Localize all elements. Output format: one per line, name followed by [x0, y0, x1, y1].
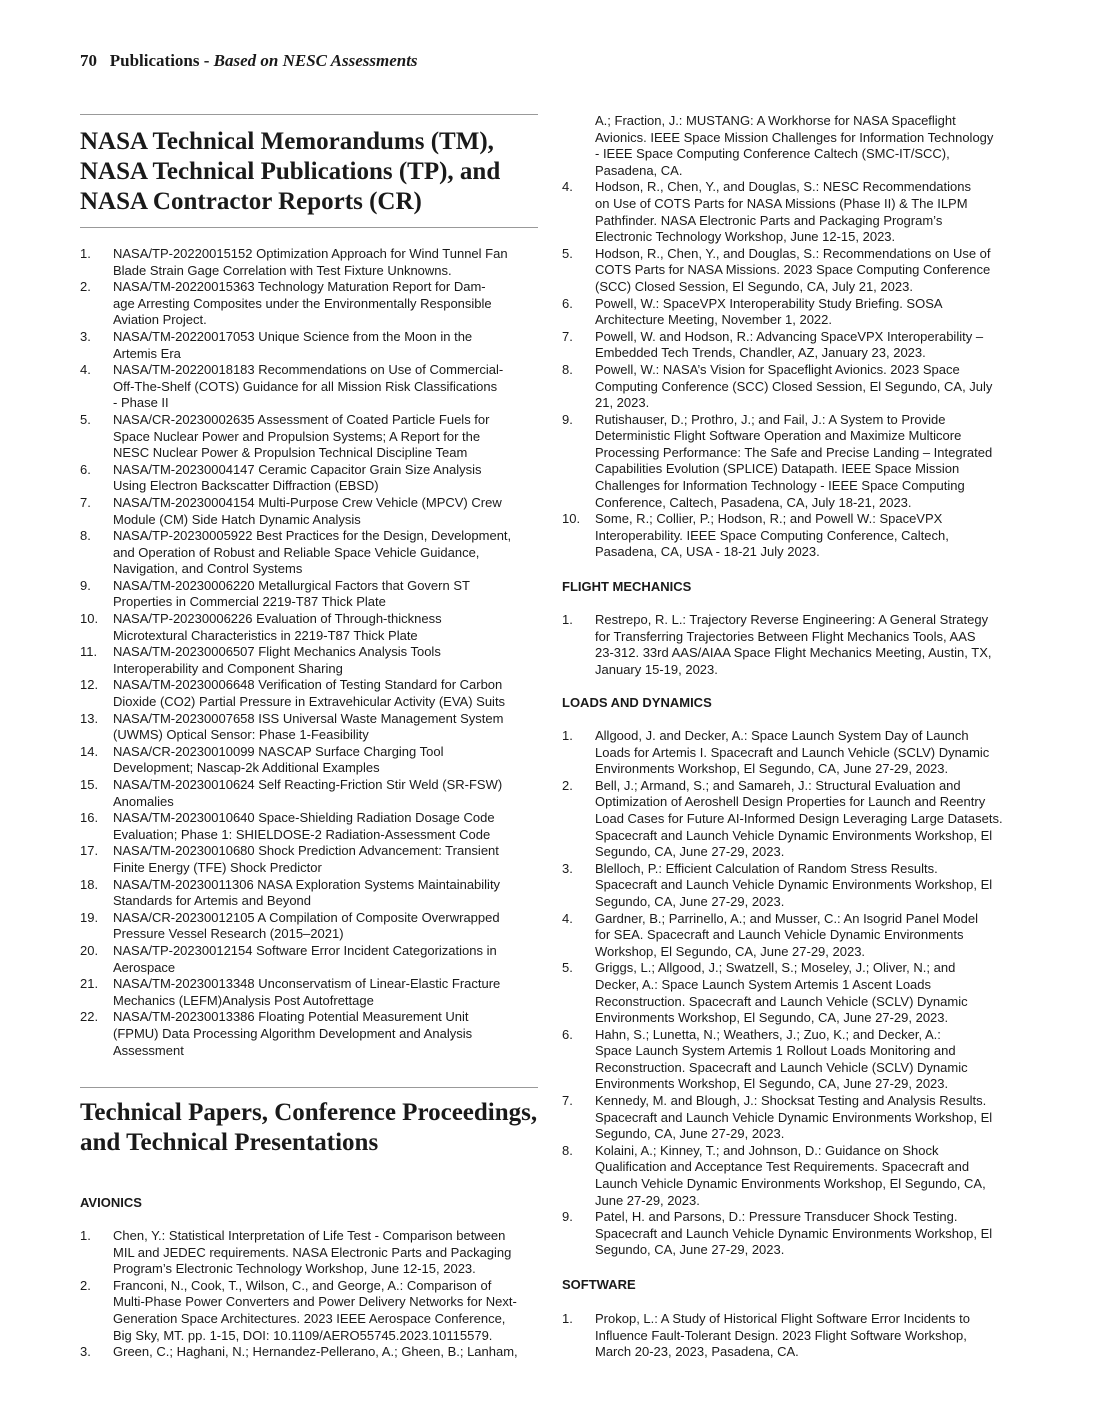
avionics-list-right [562, 113, 1032, 561]
reference-item [80, 279, 550, 329]
reference-item [80, 843, 550, 876]
reference-number: 6. [562, 1026, 573, 1042]
reference-line: COTS Parts for NASA Missions. 2023 Space Computing Conference [595, 262, 991, 278]
reference-item [80, 877, 550, 910]
reference-line: Kennedy, M. and Blough, J.: Shocksat Testing and Analysis Results. [595, 1093, 987, 1109]
reference-number: 7. [80, 494, 91, 510]
reference-line: Segundo, CA, June 27-29, 2023. [595, 1126, 785, 1142]
reference-line: Navigation, and Control Systems [113, 561, 303, 577]
reference-item [562, 1209, 1032, 1259]
reference-line: NASA/TM-20230007658 ISS Universal Waste Management System [113, 710, 504, 726]
reference-line: Restrepo, R. L.: Trajectory Reverse Engineering: A General Strategy [595, 612, 989, 627]
reference-line: Spacecraft and Launch Vehicle Dynamic Environments Workshop, El [595, 1225, 993, 1241]
reference-line: Prokop, L.: A Study of Historical Flight Software Error Incidents to [595, 1311, 971, 1326]
reference-number: 1. [562, 1311, 573, 1326]
page-number: 70 [80, 51, 97, 70]
loads-dynamics-list [562, 728, 1032, 1259]
reference-line: Optimization of Aeroshell Design Properties for Launch and Reentry [595, 794, 986, 810]
reference-item [80, 1228, 550, 1278]
reference-line: NASA/TM-20230010640 Space-Shielding Radiation Dosage Code [113, 810, 495, 826]
reference-line: Assessment [113, 1042, 184, 1058]
tm-section-title [80, 127, 550, 217]
reference-line: Gardner, B.; Parrinello, A.; and Musser, C.: An Isogrid Panel Model [595, 910, 978, 926]
reference-line: NASA/TP-20230005922 Best Practices for the Design, Development, [113, 528, 512, 544]
reference-line: Pasadena, CA, USA - 18-21 July 2023. [595, 544, 820, 560]
reference-number: 2. [562, 777, 573, 793]
reference-line: NASA/TM-20230006507 Flight Mechanics Analysis Tools [113, 644, 441, 660]
reference-line: Workshop, El Segundo, CA, June 27-29, 2023. [595, 943, 866, 959]
reference-number: 1. [80, 246, 91, 261]
reference-line: NASA/TM-20220015363 Technology Maturation Report for Dam- [113, 279, 486, 295]
reference-line: Avionics. IEEE Space Mission Challenges for Information Technology [595, 129, 994, 145]
reference-item [562, 960, 1032, 1026]
reference-number: 5. [80, 411, 91, 427]
reference-item [80, 246, 550, 279]
reference-item [80, 412, 550, 462]
reference-line: Dioxide (CO2) Partial Pressure in Extravehicular Activity (EVA) Suits [113, 694, 506, 710]
reference-line: Challenges for Information Technology - IEEE Space Computing [595, 478, 965, 494]
reference-item [80, 578, 550, 611]
reference-number: 11. [80, 644, 98, 660]
reference-line: NASA/TM-20220018183 Recommendations on Use of Commercial- [113, 362, 504, 378]
reference-item [80, 1009, 550, 1059]
reference-line: Some, R.; Collier, P.; Hodson, R.; and Powell W.: SpaceVPX [595, 511, 943, 527]
reference-line: for Transferring Trajectories Between Flight Mechanics Tools, AAS [595, 628, 976, 644]
reference-line: Reconstruction. Spacecraft and Launch Vehicle (SCLV) Dynamic [595, 1059, 968, 1075]
reference-line: Blelloch, P.: Efficient Calculation of Random Stress Results. [595, 860, 938, 876]
reference-line: NASA/TP-20230012154 Software Error Incident Categorizations in [113, 942, 497, 958]
reference-line: Finite Energy (TFE) Shock Predictor [113, 859, 322, 875]
reference-number: 1. [80, 1228, 91, 1243]
reference-line: Space Launch System Artemis 1 Rollout Loads Monitoring and [595, 1043, 956, 1059]
reference-item [80, 976, 550, 1009]
reference-line: NASA/TM-20230006648 Verification of Testing Standard for Carbon [113, 677, 503, 693]
reference-line: Environments Workshop, El Segundo, CA, June 27-29, 2023. [595, 761, 949, 777]
reference-item [562, 511, 1032, 561]
reference-line: NASA/CR-20230010099 NASCAP Surface Charging Tool [113, 743, 444, 759]
reference-line: Electronic Technology Workshop, June 12-15, 2023. [595, 229, 896, 245]
software-heading: SOFTWARE [562, 1277, 636, 1292]
tm-reference-list [80, 246, 550, 1059]
reference-line: Chen, Y.: Statistical Interpretation of Life Test - Comparison between [113, 1228, 506, 1243]
reference-line: Spacecraft and Launch Vehicle Dynamic Environments Workshop, El [595, 877, 993, 893]
reference-line: Interoperability and Component Sharing [113, 660, 343, 676]
reference-number: 8. [80, 528, 91, 544]
reference-line: NESC Nuclear Power & Propulsion Technical Discipline Team [113, 445, 468, 461]
reference-item [80, 810, 550, 843]
tm-title-line: NASA Technical Publications (TP), and [80, 158, 501, 185]
reference-item [80, 611, 550, 644]
reference-number: 3. [562, 860, 573, 876]
reference-number: 7. [562, 328, 573, 344]
reference-number: 8. [562, 1142, 573, 1158]
reference-item [562, 179, 1032, 245]
reference-line: Using Electron Backscatter Diffraction (EBSD) [113, 478, 379, 494]
reference-number: 3. [80, 328, 91, 344]
reference-line: Patel, H. and Parsons, D.: Pressure Transducer Shock Testing. [595, 1209, 958, 1225]
reference-line: Interoperability. IEEE Space Computing Conference, Caltech, [595, 527, 949, 543]
divider-top-left [80, 114, 538, 115]
reference-item [80, 644, 550, 677]
reference-number: 4. [80, 362, 91, 378]
reference-item [80, 362, 550, 412]
reference-number: 14. [80, 743, 99, 759]
reference-line: Loads for Artemis I. Spacecraft and Launch Vehicle (SCLV) Dynamic [595, 744, 990, 760]
reference-number: 16. [80, 810, 99, 826]
reference-line: Architecture Meeting, November 1, 2022. [595, 312, 833, 328]
reference-line: A.; Fraction, J.: MUSTANG: A Workhorse for NASA Spaceflight [595, 113, 956, 128]
tm-title-line: NASA Contractor Reports (CR) [80, 188, 422, 215]
reference-line: NASA/TM-20230006220 Metallurgical Factors that Govern ST [113, 577, 470, 593]
reference-line: Launch Vehicle Dynamic Environments Workshop, El Segundo, CA, [595, 1176, 986, 1192]
reference-number: 6. [562, 295, 573, 311]
reference-line: Microtextural Characteristics in 2219-T87 Thick Plate [113, 627, 418, 643]
reference-line: NASA/TM-20230004154 Multi-Purpose Crew Vehicle (MPCV) Crew [113, 494, 502, 510]
reference-line: Big Sky, MT. pp. 1-15, DOI: 10.1109/AERO55745.2023.10115579. [113, 1327, 493, 1343]
reference-line: on Use of COTS Parts for NASA Missions (Phase II) & The ILPM [595, 195, 968, 211]
reference-item [80, 943, 550, 976]
reference-line: Hodson, R., Chen, Y., and Douglas, S.: NESC Recommendations [595, 179, 971, 195]
reference-item [562, 612, 1032, 678]
reference-number: 8. [562, 361, 573, 377]
reference-line: Environments Workshop, El Segundo, CA, June 27-29, 2023. [595, 1010, 949, 1026]
reference-line: NASA/CR-20230002635 Assessment of Coated Particle Fuels for [113, 411, 490, 427]
loads-dynamics-heading: LOADS AND DYNAMICS [562, 695, 712, 710]
reference-item [562, 861, 1032, 911]
reference-line: 23-312. 33rd AAS/AIAA Space Flight Mechanics Meeting, Austin, TX, [595, 645, 992, 661]
reference-number: 2. [80, 1277, 91, 1293]
reference-line: Spacecraft and Launch Vehicle Dynamic Environments Workshop, El [595, 827, 993, 843]
reference-line: Deterministic Flight Software Operation and Maximize Multicore [595, 428, 962, 444]
reference-line: Standards for Artemis and Beyond [113, 893, 312, 909]
reference-line: Load Cases for Future AI-Informed Design Leveraging Large Datasets. [595, 810, 1003, 826]
reference-line: Evaluation; Phase 1: SHIELDOSE-2 Radiation-Assessment Code [113, 826, 491, 842]
reference-line: - IEEE Space Computing Conference Caltech (SMC-IT/SCC), [595, 146, 950, 162]
tp-title-line: Technical Papers, Conference Proceedings, [80, 1099, 538, 1126]
reference-item [562, 911, 1032, 961]
reference-line: Decker, A.: Space Launch System Artemis 1 Ascent Loads [595, 976, 932, 992]
avionics-list-left [80, 1228, 550, 1361]
reference-line: NASA/TP-20220015152 Optimization Approach for Wind Tunnel Fan [113, 246, 508, 261]
reference-item [80, 711, 550, 744]
reference-line: Segundo, CA, June 27-29, 2023. [595, 844, 785, 860]
reference-line: (UWMS) Optical Sensor: Phase 1-Feasibility [113, 727, 369, 743]
reference-number: 21. [80, 976, 99, 992]
reference-item [80, 744, 550, 777]
reference-number: 2. [80, 279, 91, 295]
reference-line: for SEA. Spacecraft and Launch Vehicle Dynamic Environments [595, 927, 964, 943]
reference-item [562, 246, 1032, 296]
reference-number: 9. [562, 1209, 573, 1225]
reference-item [80, 462, 550, 495]
reference-item [80, 528, 550, 578]
reference-line: Off-The-Shelf (COTS) Guidance for all Mission Risk Classifications [113, 378, 498, 394]
reference-line: NASA/TM-20220017053 Unique Science from the Moon in the [113, 328, 473, 344]
reference-item [80, 1344, 550, 1361]
reference-line: Pathfinder. NASA Electronic Parts and Packaging Program’s [595, 212, 943, 228]
reference-line: Franconi, N., Cook, T., Wilson, C., and George, A.: Comparison of [113, 1277, 492, 1293]
reference-line: Artemis Era [113, 345, 181, 361]
tp-title-line: and Technical Presentations [80, 1129, 379, 1156]
reference-item [562, 113, 1032, 179]
reference-line: NASA/TM-20230010624 Self Reacting-Friction Stir Weld (SR-FSW) [113, 777, 503, 792]
reference-line: Aviation Project. [113, 312, 207, 328]
divider-tp [80, 1087, 538, 1088]
reference-item [562, 728, 1032, 778]
reference-line: (FPMU) Data Processing Algorithm Development and Analysis [113, 1025, 473, 1041]
reference-number: 6. [80, 461, 91, 477]
reference-item [80, 329, 550, 362]
flight-mechanics-heading: FLIGHT MECHANICS [562, 579, 692, 594]
reference-line: Multi-Phase Power Converters and Power Delivery Networks for Next- [113, 1294, 517, 1310]
reference-line: Space Nuclear Power and Propulsion Systems; A Report for the [113, 428, 481, 444]
reference-line: Pressure Vessel Research (2015–2021) [113, 926, 344, 942]
reference-line: Development; Nascap-2k Additional Examples [113, 760, 380, 776]
header-subtitle: Based on NESC Assessments [213, 51, 418, 70]
reference-line: (SCC) Closed Session, El Segundo, CA, July 21, 2023. [595, 278, 913, 294]
avionics-heading: AVIONICS [80, 1195, 142, 1210]
reference-item [562, 329, 1032, 362]
reference-item [562, 412, 1032, 512]
reference-number: 17. [80, 843, 99, 859]
reference-line: Computing Conference (SCC) Closed Session, El Segundo, CA, July [595, 378, 993, 394]
reference-line: Hahn, S.; Lunetta, N.; Weathers, J.; Zuo, K.; and Decker, A.: [595, 1026, 941, 1042]
reference-line: 21, 2023. [595, 395, 650, 411]
reference-item [80, 1278, 550, 1344]
reference-line: Rutishauser, D.; Prothro, J.; and Fail, J.: A System to Provide [595, 411, 946, 427]
reference-line: - Phase II [113, 395, 169, 411]
reference-line: March 20-23, 2023, Pasadena, CA. [595, 1344, 799, 1360]
reference-line: June 27-29, 2023. [595, 1192, 700, 1208]
reference-number: 13. [80, 710, 99, 726]
divider-tm [80, 227, 538, 228]
reference-line: Processing Performance: The Safe and Precise Landing – Integrated [595, 444, 993, 460]
reference-item [80, 777, 550, 810]
reference-line: Capabilities Evolution (SPLICE) Datapath. IEEE Space Mission [595, 461, 960, 477]
reference-number: 20. [80, 942, 99, 958]
reference-line: Module (CM) Side Hatch Dynamic Analysis [113, 511, 361, 527]
page-header [80, 51, 418, 71]
reference-number: 5. [562, 960, 573, 976]
reference-line: Spacecraft and Launch Vehicle Dynamic Environments Workshop, El [595, 1109, 993, 1125]
header-title: Publications - [109, 51, 214, 70]
reference-line: Griggs, L.; Allgood, J.; Swatzell, S.; Moseley, J.; Oliver, N.; and [595, 960, 956, 976]
reference-line: NASA/TM-20230010680 Shock Prediction Advancement: Transient [113, 843, 499, 859]
reference-number: 4. [562, 910, 573, 926]
reference-line: Generation Space Architectures. 2023 IEEE Aerospace Conference, [113, 1310, 506, 1326]
flight-mechanics-list [562, 612, 1032, 678]
reference-line: Allgood, J. and Decker, A.: Space Launch System Day of Launch [595, 728, 969, 743]
reference-number: 15. [80, 777, 99, 792]
reference-number: 10. [80, 611, 99, 627]
tp-section-title [80, 1098, 550, 1158]
reference-line: Conference, Caltech, Pasadena, CA, July 18-21, 2023. [595, 494, 912, 510]
reference-item [80, 495, 550, 528]
reference-line: Kolaini, A.; Kinney, T.; and Johnson, D.: Guidance on Shock [595, 1142, 939, 1158]
reference-number: 5. [562, 245, 573, 261]
reference-line: Influence Fault-Tolerant Design. 2023 Flight Software Workshop, [595, 1327, 967, 1343]
reference-line: Segundo, CA, June 27-29, 2023. [595, 893, 785, 909]
reference-number: 4. [562, 179, 573, 195]
reference-number: 18. [80, 876, 99, 892]
reference-item [562, 296, 1032, 329]
reference-number: 22. [80, 1009, 99, 1025]
reference-line: Powell, W. and Hodson, R.: Advancing SpaceVPX Interoperability – [595, 328, 984, 344]
reference-line: January 15-19, 2023. [595, 661, 718, 677]
reference-line: MIL and JEDEC requirements. NASA Electronic Parts and Packaging [113, 1244, 512, 1260]
software-list [562, 1311, 1032, 1361]
reference-item [562, 1027, 1032, 1093]
reference-line: Powell, W.: NASA’s Vision for Spaceflight Avionics. 2023 Space [595, 361, 960, 377]
reference-line: NASA/TP-20230006226 Evaluation of Through-thickness [113, 611, 442, 627]
reference-number: 3. [80, 1344, 91, 1360]
reference-number: 9. [80, 577, 91, 593]
reference-number: 19. [80, 909, 99, 925]
reference-line: NASA/TM-20230013348 Unconservatism of Linear-Elastic Fracture [113, 976, 501, 992]
reference-item [80, 910, 550, 943]
reference-line: age Arresting Composites under the Environmentally Responsible [113, 295, 492, 311]
reference-line: Embedded Tech Trends, Chandler, AZ, January 23, 2023. [595, 345, 926, 361]
reference-line: NASA/CR-20230012105 A Compilation of Composite Overwrapped [113, 909, 500, 925]
reference-number: 1. [562, 612, 573, 627]
reference-item [562, 362, 1032, 412]
reference-number: 12. [80, 677, 99, 693]
reference-line: and Operation of Robust and Reliable Space Vehicle Guidance, [113, 544, 480, 560]
reference-item [562, 1311, 1032, 1361]
reference-item [80, 677, 550, 710]
reference-item [562, 1093, 1032, 1143]
reference-line: NASA/TM-20230004147 Ceramic Capacitor Grain Size Analysis [113, 461, 482, 477]
reference-item [562, 1143, 1032, 1209]
reference-number: 9. [562, 411, 573, 427]
reference-number: 7. [562, 1093, 573, 1109]
reference-line: NASA/TM-20230011306 NASA Exploration Systems Maintainability [113, 876, 501, 892]
reference-line: Anomalies [113, 793, 174, 809]
reference-line: Hodson, R., Chen, Y., and Douglas, S.: Recommendations on Use of [595, 245, 991, 261]
reference-line: Mechanics (LEFM)Analysis Post Autofrettage [113, 992, 374, 1008]
reference-number: 1. [562, 728, 573, 743]
tm-title-line: NASA Technical Memorandums (TM), [80, 128, 494, 155]
reference-number: 10. [562, 511, 581, 527]
reference-line: Program’s Electronic Technology Workshop, June 12-15, 2023. [113, 1261, 476, 1277]
reference-line: Bell, J.; Armand, S.; and Samareh, J.: Structural Evaluation and [595, 777, 961, 793]
reference-line: Environments Workshop, El Segundo, CA, June 27-29, 2023. [595, 1076, 949, 1092]
reference-line: Blade Strain Gage Correlation with Test Fixture Unknowns. [113, 262, 452, 278]
reference-line: Reconstruction. Spacecraft and Launch Vehicle (SCLV) Dynamic [595, 993, 968, 1009]
reference-line: Segundo, CA, June 27-29, 2023. [595, 1242, 785, 1258]
reference-line: Qualification and Acceptance Test Requirements. Spacecraft and [595, 1159, 970, 1175]
reference-line: Green, C.; Haghani, N.; Hernandez-Pellerano, A.; Gheen, B.; Lanham, [113, 1344, 518, 1360]
reference-line: Powell, W.: SpaceVPX Interoperability Study Briefing. SOSA [595, 295, 943, 311]
reference-item [562, 778, 1032, 861]
reference-line: NASA/TM-20230013386 Floating Potential Measurement Unit [113, 1009, 469, 1025]
reference-line: Pasadena, CA. [595, 162, 683, 178]
reference-line: Properties in Commercial 2219-T87 Thick Plate [113, 594, 386, 610]
reference-line: Aerospace [113, 959, 176, 975]
